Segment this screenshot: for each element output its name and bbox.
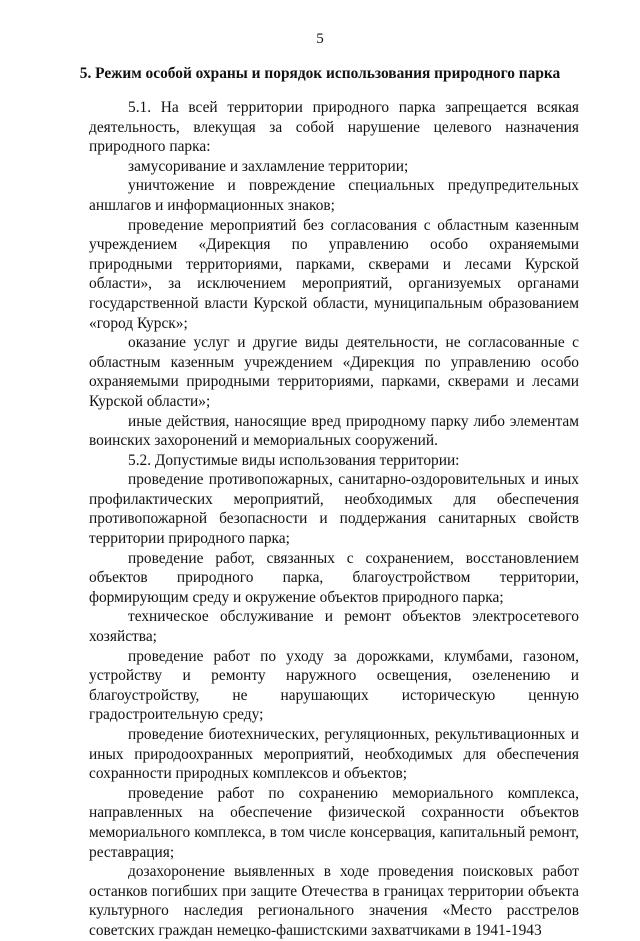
list-item-littering: замусоривание и захламление территории;	[128, 157, 409, 175]
section-title: 5. Режим особой охраны и порядок использования природного парка	[79, 65, 561, 82]
list-item-memorial-preservation: проведение работ по сохранению мемориального комплекса, направленных на обеспечение физической сохранности объектов мемориального комплекса, в том числе консервация, капитальный ремонт, реставрация;	[89, 784, 579, 861]
list-item-path-care: проведение работ по уходу за дорожками, клумбами, газоном, устройству и ремонту наружного освещения, озеленению и благоустройству, не нарушающих историческую ценную градостроительную среду;	[89, 647, 579, 724]
list-item-unapproved-events: проведение мероприятий без согласования с областным казенным учреждением «Дирекция по управлению особо охраняемыми природными территориями, парками, скверами и лесами Курской области», за исключением мероприятий, организуемых органами государственной власти Курской области, муниципальным образованием «город Курск»;	[89, 216, 579, 332]
document-body	[89, 98, 579, 941]
list-item-conservation-works: проведение работ, связанных с сохранением, восстановлением объектов природного парка, благоустройством территории, формирующим среду и окружение объектов природного парка;	[89, 549, 579, 606]
paragraph-5-1: 5.1. На всей территории природного парка запрещается всякая деятельность, влекущая за собой нарушение целевого назначения природного парка:	[89, 99, 579, 156]
list-item-fire-prevention: проведение противопожарных, санитарно-оздоровительных и иных профилактических мероприятий, необходимых для обеспечения противопожарной безопасности и поддержания санитарных свойств территории природного парка;	[89, 471, 579, 548]
list-item-power-grid-maintenance: техническое обслуживание и ремонт объектов электросетевого хозяйства;	[89, 608, 579, 646]
list-item-biotechnical-measures: проведение биотехнических, регуляционных, рекультивационных и иных природоохранных мероприятий, необходимых для обеспечения сохранности природных комплексов и объектов;	[89, 726, 579, 783]
list-item-other-harm: иные действия, наносящие вред природному парку либо элементам воинских захоронений и мемориальных сооружений.	[89, 412, 579, 450]
list-item-unapproved-services: оказание услуг и другие виды деятельности, не согласованные с областным казенным учреждением «Дирекция по управлению особо охраняемыми природными территориями, парками, скверами и лесами Курской области»;	[89, 334, 579, 410]
list-item-reburial: дозахоронение выявленных в ходе проведения поисковых работ останков погибших при защите Отечества в границах территории объекта культурного наследия регионального значения «Место расстрелов советских граждан немецко-фашистскими захватчиками в 1941-1943	[89, 863, 579, 939]
paragraph-5-2: 5.2. Допустимые виды использования территории:	[128, 451, 460, 469]
page-number: 5	[316, 31, 324, 47]
list-item-sign-damage: уничтожение и повреждение специальных предупредительных аншлагов и информационных знаков;	[89, 177, 579, 214]
